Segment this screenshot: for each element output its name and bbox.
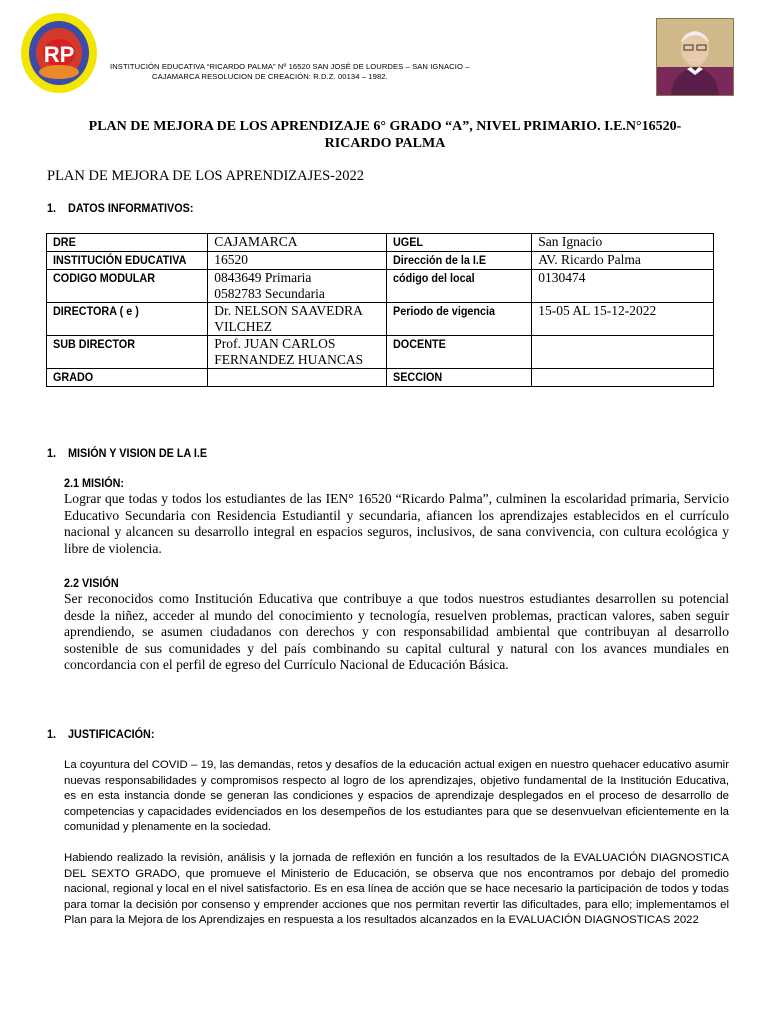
section-heading-mision-vision <box>47 446 207 460</box>
table-row <box>47 252 714 270</box>
table-value-cell: San Ignacio <box>532 234 714 252</box>
table-label-cell: UGEL <box>387 234 532 252</box>
institution-line-2: CAJAMARCA RESOLUCION DE CREACIÓN: R.D.Z. 00134 – 1982. <box>152 72 388 81</box>
section-number: 1. <box>47 727 57 741</box>
table-label-cell: DOCENTE <box>387 336 532 369</box>
table-row <box>47 270 714 303</box>
mision-text: Lograr que todas y todos los estudiantes de las IEN° 16520 “Ricardo Palma”, culminen la escolaridad primaria, Servicio Educativo Secundaria con Residencia Estudiantil y secundaria, afiancen los aprendizajes establecidos en el currículo nacional y alcancen su desarrollo integral en espacios seguros, inclusivos, de sana convivencia, con cultura ecológica y libre de violencia. <box>64 491 729 556</box>
table-label-cell: Dirección de la I.E <box>387 252 532 270</box>
section-heading-datos <box>47 201 193 215</box>
table-value-cell: Prof. JUAN CARLOS FERNANDEZ HUANCAS <box>208 336 387 369</box>
table-value-cell <box>532 336 714 369</box>
section-title: DATOS INFORMATIVOS: <box>68 201 194 215</box>
table-label-cell: DRE <box>47 234 208 252</box>
table-value-cell: Dr. NELSON SAAVEDRA VILCHEZ <box>208 303 387 336</box>
founder-portrait <box>656 18 734 96</box>
document-title <box>40 118 730 152</box>
table-label-cell: CODIGO MODULAR <box>47 270 208 303</box>
table-label-cell: GRADO <box>47 369 208 387</box>
table-row <box>47 336 714 369</box>
table-value-cell: 0843649 Primaria 0582783 Secundaria <box>208 270 387 303</box>
table-label-cell: SECCION <box>387 369 532 387</box>
school-logo <box>20 12 98 94</box>
table-label-cell: Periodo de vigencia <box>387 303 532 336</box>
section-title: JUSTIFICACIÓN: <box>68 727 155 741</box>
table-label-cell: INSTITUCIÓN EDUCATIVA <box>47 252 208 270</box>
vision-heading: 2.2 VISIÓN <box>64 576 119 590</box>
table-value-cell: 0130474 <box>532 270 714 303</box>
document-subtitle: PLAN DE MEJORA DE LOS APRENDIZAJES-2022 <box>47 168 365 184</box>
justificacion-paragraph-1: La coyuntura del COVID – 19, las demandas, retos y desafíos de la educación actual exigen en nuestro quehacer educativo asumir nuevas responsabilidades y compromisos respecto al logro de los aprendizajes, objetivo fundamental de la Institución Educativa, es en esta instancia donde se generan las condiciones y espacios de aprendizaje desplegados en el proceso de desarrollo de competencias y capacidades evidenciados en los desempeños de los estudiantes para que se desenvuelvan eficientemente en la comunidad y plenamente en la sociedad. <box>64 759 729 834</box>
datos-informativos-table <box>46 233 714 387</box>
table-value-cell: CAJAMARCA <box>208 234 387 252</box>
table-row <box>47 303 714 336</box>
table-row <box>47 234 714 252</box>
vision-text: Ser reconocidos como Institución Educativa que contribuye a que todos nuestros estudiantes desarrollen su potencial desde la niñez, acceder al mundo del conocimiento y tecnología, resuelven problemas, practican valores, saben seguir aprendiendo, se asumen ciudadanos con derechos y con responsabilidad ambiental que contribuyan al desarrollo sostenible de sus comunidades y del país combinando su capital cultural y natural con los avances mundiales en concordancia con el perfil de egreso del Currículo Nacional de Educación Básica. <box>64 591 729 673</box>
section-title: MISIÓN Y VISION DE LA I.E <box>68 446 208 460</box>
section-number: 1. <box>47 201 57 215</box>
institution-line-1: INSTITUCIÓN EDUCATIVA “RICARDO PALMA” Nº 16520 SAN JOSÉ DE LOURDES – SAN IGNACIO – <box>110 62 470 71</box>
table-value-cell <box>532 369 714 387</box>
table-row <box>47 369 714 387</box>
document-title-line-2: RICARDO PALMA <box>324 136 446 151</box>
document-title-line-1: PLAN DE MEJORA DE LOS APRENDIZAJE 6° GRADO “A”, NIVEL PRIMARIO. I.E.N°16520- <box>88 119 682 134</box>
table-label-cell: código del local <box>387 270 532 303</box>
table-value-cell: AV. Ricardo Palma <box>532 252 714 270</box>
table-value-cell: 15-05 AL 15-12-2022 <box>532 303 714 336</box>
logo-initials: RP <box>43 42 75 67</box>
table-label-cell: SUB DIRECTOR <box>47 336 208 369</box>
table-value-cell <box>208 369 387 387</box>
table-value-cell: 16520 <box>208 252 387 270</box>
table-label-cell: DIRECTORA ( e ) <box>47 303 208 336</box>
section-heading-justificacion <box>47 727 154 741</box>
section-number: 1. <box>47 446 57 460</box>
justificacion-paragraph-2: Habiendo realizado la revisión, análisis y la jornada de reflexión en función a los resultados de la EVALUACIÓN DIAGNOSTICA DEL SEXTO GRADO, que promueve el Ministerio de Educación, se observa que nos encontramos por debajo del promedio nacional, regional y local en el nivel satisfactorio. Es en esa línea de acción que se hace necesario la participación de todos y todas para tomar la decisión por consenso y emprender acciones que nos permitan revertir las dificultades, para ello; implementamos el Plan para la Mejora de los Aprendizajes en respuesta a los resultados alcanzados en la EVALUACIÓN DIAGNOSTICAS 2022 <box>64 852 729 927</box>
mision-heading: 2.1 MISIÓN: <box>64 476 125 490</box>
